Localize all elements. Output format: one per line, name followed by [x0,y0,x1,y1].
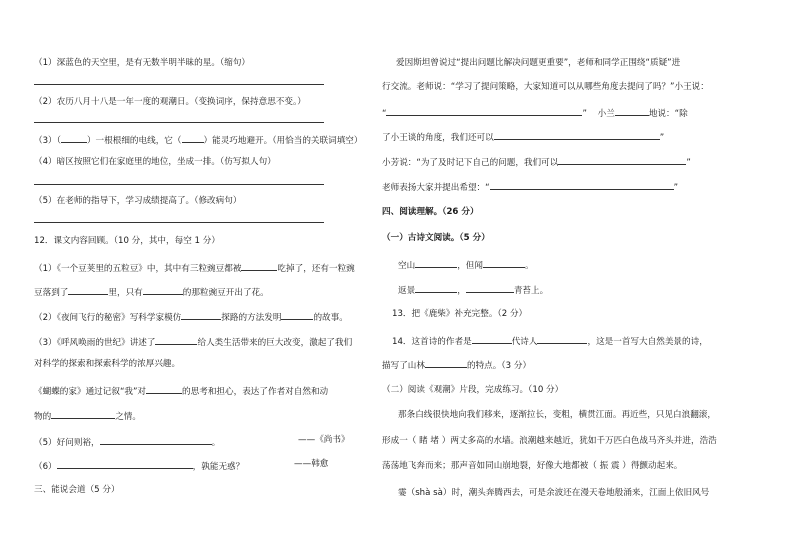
poem-line-2: 返景 ， 青苔上。 [398,283,548,296]
dialogue-line-4: 了小王谈的角度，我们还可以 ” [382,130,664,143]
question-4-text: （4）暗区按照它们在家庭里的地位，坐成一排。（仿写拟人句） [34,157,276,167]
recall-6-line: （6） ，孰能无惑？ [34,459,244,472]
question-13-text: 13．把《鹿柴》补充完整。（2 分） [392,309,528,319]
answer-line-5 [34,222,324,223]
section-3-heading: 三、能说会道（5 分） [34,485,120,495]
section-12-heading: 12．课文内容回顾。（10 分，其中，每空 1 分） [34,236,220,246]
blank [182,133,204,143]
dialogue-line-6: 老师表扬大家并提出希望：“ ” [382,180,678,193]
recall-1-line-b: 豆落到了 里，只有 的那粒豌豆开出了花。 [34,285,269,298]
recall-4-line-a: 《蝴蝶的家》通过记叙“我”对 的思考和担心，表达了作者对自然和动 [34,384,328,397]
recall-1-line-a: （1）《一个豆荚里的五粒豆》中，其中有三粒豌豆都被 吃掉了，还有一粒豌 [34,261,355,274]
dialogue-line-1: 爱因斯坦曾说过“提出问题比解决问题更重要”，老师和同学正围绕“质疑”进 [396,58,681,68]
recall-3-line-a: （3）《呼风唤雨的世纪》讲述了 给人类生活带来的巨大改变，激起了我们 [34,335,352,348]
poem-line-1: 空山 ，但闻 。 [398,258,534,271]
dialogue-line-2: 行交流。老师说：“学习了提问策略，大家知道可以从哪些角度去提问了吗？”小王说： [382,82,709,92]
question-2-text: （2）农历八月十八是一年一度的观潮日。（变换词序，保持意思不变。） [34,97,306,107]
question-5-text: （5）在老师的指导下，学习成绩提高了。（修改病句） [34,196,242,206]
recall-2-line: （2）《夜间飞行的秘密》写科学家模仿 探路的方法发明 的故事。 [34,310,348,323]
recall-3-line-b: 对科学的探索和探索科学的浓厚兴趣。 [34,359,181,369]
section-4-heading: 四、阅读理解。（26 分） [382,207,479,217]
answer-line-2 [34,122,324,123]
section-4b-heading: （二）阅读《观潮》片段，完成练习。（10 分） [382,385,564,395]
passage-line-4: 霎（shà sà）时，潮头奔腾西去，可是余波还在漫天卷地般涌来，江面上依旧风号 [398,488,710,498]
recall-4-line-b: 物的 之情。 [34,409,141,422]
answer-line-1 [34,84,324,85]
answer-line-4 [34,184,324,185]
right-column [382,0,772,560]
dialogue-line-5: 小芳说：“为了及时记下自己的问题，我们可以 ” [382,155,691,168]
section-4a-heading: （一）古诗文阅读。（5 分） [382,233,490,243]
question-1-text: （1）深蓝色的天空里，是有无数半明半昧的星。（缩句） [34,58,251,68]
passage-line-2: 形成一（ 睹 堵 ）两丈多高的水墙。浪潮越来越近，犹如千万匹白色战马齐头并进，浩浩 [382,436,717,446]
question-3-text: （3）（ ）一根根细的电线，它（ ）能灵巧地避开。（用恰当的关联词填空） [34,133,362,146]
passage-line-3: 荡荡地飞奔而来；那声音如同山崩地裂，好像大地都被（ 振 震 ）得颤动起来。 [382,461,683,471]
left-column [34,0,363,560]
question-14-line-a: 14．这首诗的作者是 代诗人 ，这是一首写大自然美景的诗， [392,334,708,347]
dialogue-line-3: “ ” 小兰 地说：“除 [382,106,688,119]
recall-6-source: ——韩愈 [294,459,329,469]
recall-5-source: ——《尚书》 [298,435,350,445]
recall-5-line: （5）好问则裕， 。 [34,435,220,448]
question-14-line-b: 描写了山林 的特点。（3 分） [382,358,531,371]
passage-line-1: 那条白线很快地向我们移来，逐渐拉长，变粗，横贯江面。再近些，只见白浪翻滚， [398,410,716,420]
blank [61,133,87,143]
